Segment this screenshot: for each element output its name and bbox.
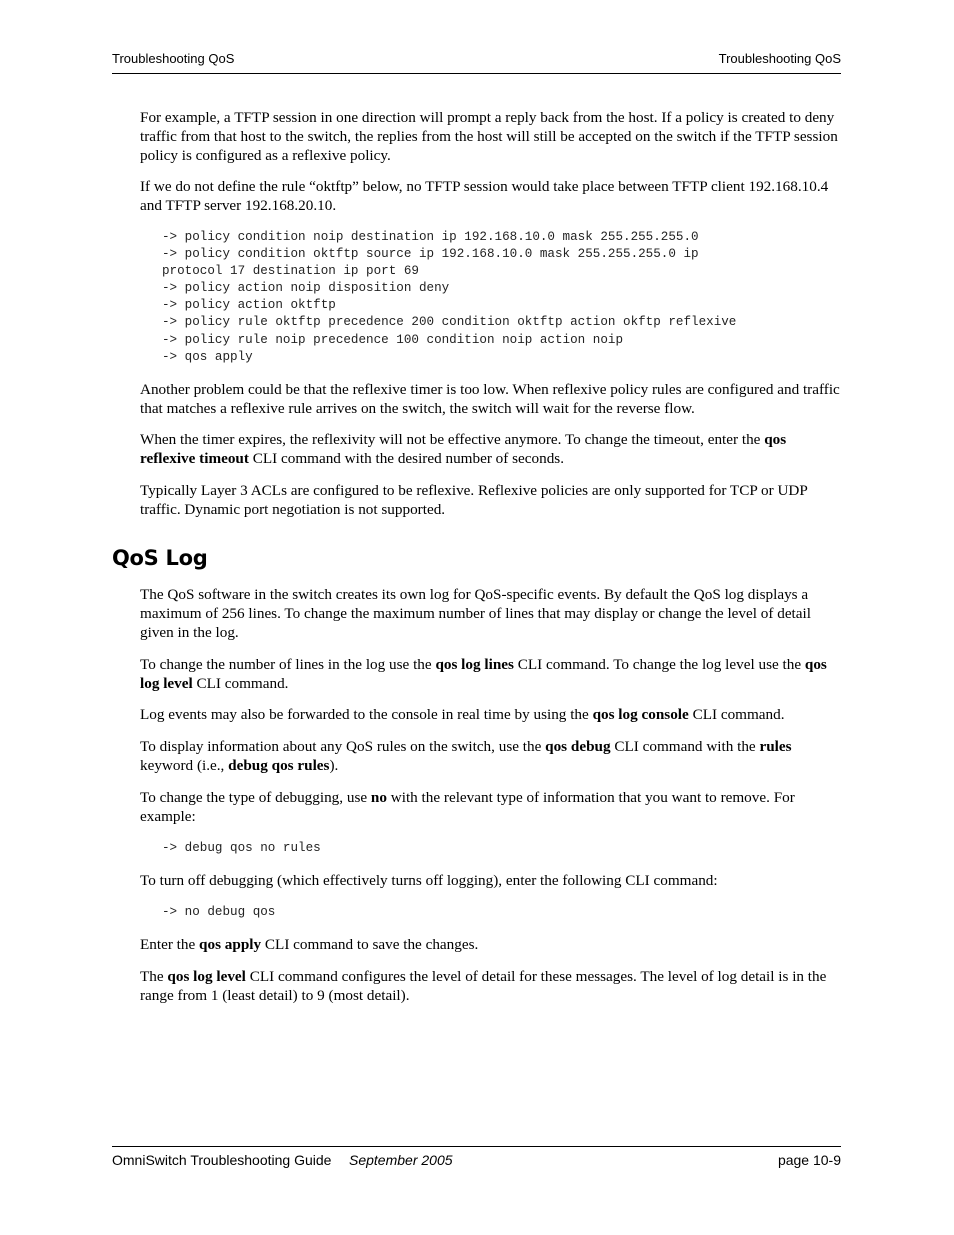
paragraph-log-level: The qos log level CLI command configures the level of detail for these messages. The level of log detail is in the range from 1 (least detail) to 9 (most detail). <box>140 968 827 1004</box>
paragraph-tftp-example: For example, a TFTP session in one direction will prompt a reply back from the host. If a policy is created to deny traffic from that host to the switch, the replies from the host will still be accepted on the switch if the TFTP session policy is configured as a reflexive policy. <box>140 109 838 164</box>
paragraph-turn-off-debugging: To turn off debugging (which effectively turns off logging), enter the following CLI command: <box>140 872 718 889</box>
paragraph-qos-debug: To display information about any QoS rules on the switch, use the qos debug CLI command with the rules keyword (i.e., debug qos rules). <box>140 738 792 774</box>
paragraph-timer-expires: When the timer expires, the reflexivity will not be effective anymore. To change the timeout, enter the qos reflexive timeout CLI command with the desired number of seconds. <box>140 431 787 467</box>
header-right-title: Troubleshooting QoS <box>718 51 841 66</box>
paragraph-oktftp-rule: If we do not define the rule “oktftp” below, no TFTP session would take place between TFTP client 192.168.10.4 and TFTP server 192.168.20.10. <box>140 178 829 214</box>
paragraph-reflexive-timer: Another problem could be that the reflexive timer is too low. When reflexive policy rules are configured and traffic that matches a reflexive rule arrives on the switch, the switch will wait for the reverse flow. <box>140 381 840 417</box>
code-block-debug-no-rules: -> debug qos no rules <box>162 841 321 855</box>
paragraph-debug-type: To change the type of debugging, use no with the relevant type of information that you want to remove. For example: <box>140 789 795 825</box>
footer-page-number: page 10-9 <box>777 1152 841 1168</box>
footer-guide-title: OmniSwitch Troubleshooting Guide <box>112 1152 332 1168</box>
code-block-policy: -> policy condition noip destination ip 192.168.10.0 mask 255.255.255.0 -> policy condition oktftp source ip 192.168.10.0 mask 255.255.255.0 ip protocol 17 destination ip port 69 -> policy action noip disposition deny -> policy action oktftp -> policy rule oktftp precedence 200 condition oktftp action okftp reflexive -> policy rule noip precedence 100 condition noip action noip -> qos apply <box>162 230 737 364</box>
page-footer <box>112 1146 841 1168</box>
paragraph-layer3-acls: Typically Layer 3 ACLs are configured to be reflexive. Reflexive policies are only supported for TCP or UDP traffic. Dynamic port negotiation is not supported. <box>140 482 808 518</box>
header-left-title: Troubleshooting QoS <box>112 51 235 66</box>
paragraph-log-console: Log events may also be forwarded to the console in real time by using the qos log console CLI command. <box>140 706 785 723</box>
page-header <box>112 51 841 74</box>
code-block-no-debug: -> no debug qos <box>162 905 276 919</box>
footer-date: September 2005 <box>349 1152 453 1168</box>
paragraph-qos-apply: Enter the qos apply CLI command to save the changes. <box>140 936 479 953</box>
section-title-qos-log: QoS Log <box>112 546 208 570</box>
paragraph-qos-log-intro: The QoS software in the switch creates its own log for QoS-specific events. By default the QoS log displays a maximum of 256 lines. To change the maximum number of lines that may display or change the level of detail given in the log. <box>140 586 811 641</box>
paragraph-log-lines: To change the number of lines in the log use the qos log lines CLI command. To change the log level use the qos log level CLI command. <box>140 656 827 692</box>
